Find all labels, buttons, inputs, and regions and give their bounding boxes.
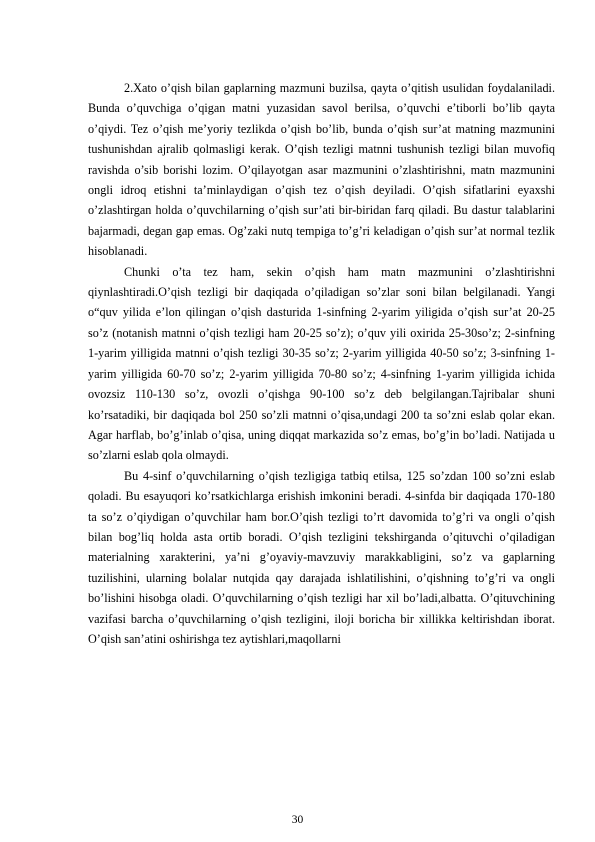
document-body [88, 78, 555, 649]
paragraph-2: Chunki o’ta tez ham, sekin o’qish ham matn mazmunini o’zlashtirishni qiynlashtiradi.O’qish tezligi bir daqiqada o’qiladigan so’zlar soni bilan belgilanadi. Yangi o“quv yilida e’lon qilingan o’qish dasturida 1-sinfning 2-yarim yiligida o’qish sur’at 20-25 so’z (notanish matnni o’qish tezligi ham 20-25 so’z); o’quv yili oxirida 25-30so’z; 2-sinfning 1-yarim yilligida matnni o’qish tezligi 30-35 so’z; 2-yarim yilligida 40-50 so’z; 3-sinfning 1-yarim yilligida 60-70 so’z; 2-yarim yilligida 70-80 so’z; 4-sinfning 1-yarim yilligida ichida ovozsiz 110-130 so’z, ovozli o’qishga 90-100 so’z deb belgilangan.Tajribalar shuni ko’rsatadiki, bir daqiqada bol 250 so’zli matnni o’qisa,undagi 200 ta so’zni eslab qolar ekan. Agar harflab, bo’g’inlab o’qisa, uning diqqat markazida so’z emas, bo’g’in bo’ladi. Natijada u so’zlarni eslab qola olmaydi. [88, 264, 555, 463]
paragraph-1: 2.Xato o’qish bilan gaplarning mazmuni buzilsa, qayta o’qitish usulidan foydalaniladi. Bunda o’quvchiga o’qigan matni yuzasidan savol berilsa, o’quvchi e’tiborli bo’lib qayta o’qiydi. Tez o’qish me’yoriy tezlikda o’qish bo’lib, bunda o’qish sur’at matning mazmunini tushunishdan ajralib qolmasligi kerak. O’qish tezligi matnni tushunish tezligi bilan muvofiq ravishda o’sib borishi lozim. O’qilayotgan asar mazmunini o’zlashtirishni, matn mazmunini ongli idroq etishni ta’minlaydigan o’qish tez o’qish deyiladi. O’qish sifatlarini eyaxshi o’zlashtirgan holda o’quvchilarning o’qish sur’ati bir-biridan farq qiladi. Bu dastur talablarini bajarmadi, degan gap emas. Og’zaki nutq tempiga to’g’ri keladigan o’qish sur’at normal tezlik hisoblanadi. [88, 81, 555, 259]
page-number: 30 [291, 814, 304, 826]
paragraph-3: Bu 4-sinf o’quvchilarning o’qish tezligiga tatbiq etilsa, 125 so’zdan 100 so’zni eslab qoladi. Bu esayuqori ko’rsatkichlarga erishish imkonini beradi. 4-sinfda bir daqiqada 170-180 ta so’z o’qiydigan o’quvchilar ham bor.O’qish tezligi to’rt davomida to’g’ri va ongli o’qish bilan bog’liq holda asta ortib boradi. O’qish tezligini tekshirganda o’qituvchi o’qiladigan materialning xarakterini, ya’ni g’oyaviy-mavzuviy marakkabligini, so’z va gaplarning tuzilishini, ularning bolalar nutqida qay darajada ishlatilishini, o’qishning to’g’ri va ongli bo’lishini hisobga oladi. O’quvchilarning o’qish tezligi har xil bo’ladi,albatta. O’qituvchining vazifasi barcha o’quvchilarning o’qish tezligini, iloji boricha bir xillikka keltirishdan iborat. O’qish san’atini oshirishga tez aytishlari,maqollarni [88, 468, 555, 646]
